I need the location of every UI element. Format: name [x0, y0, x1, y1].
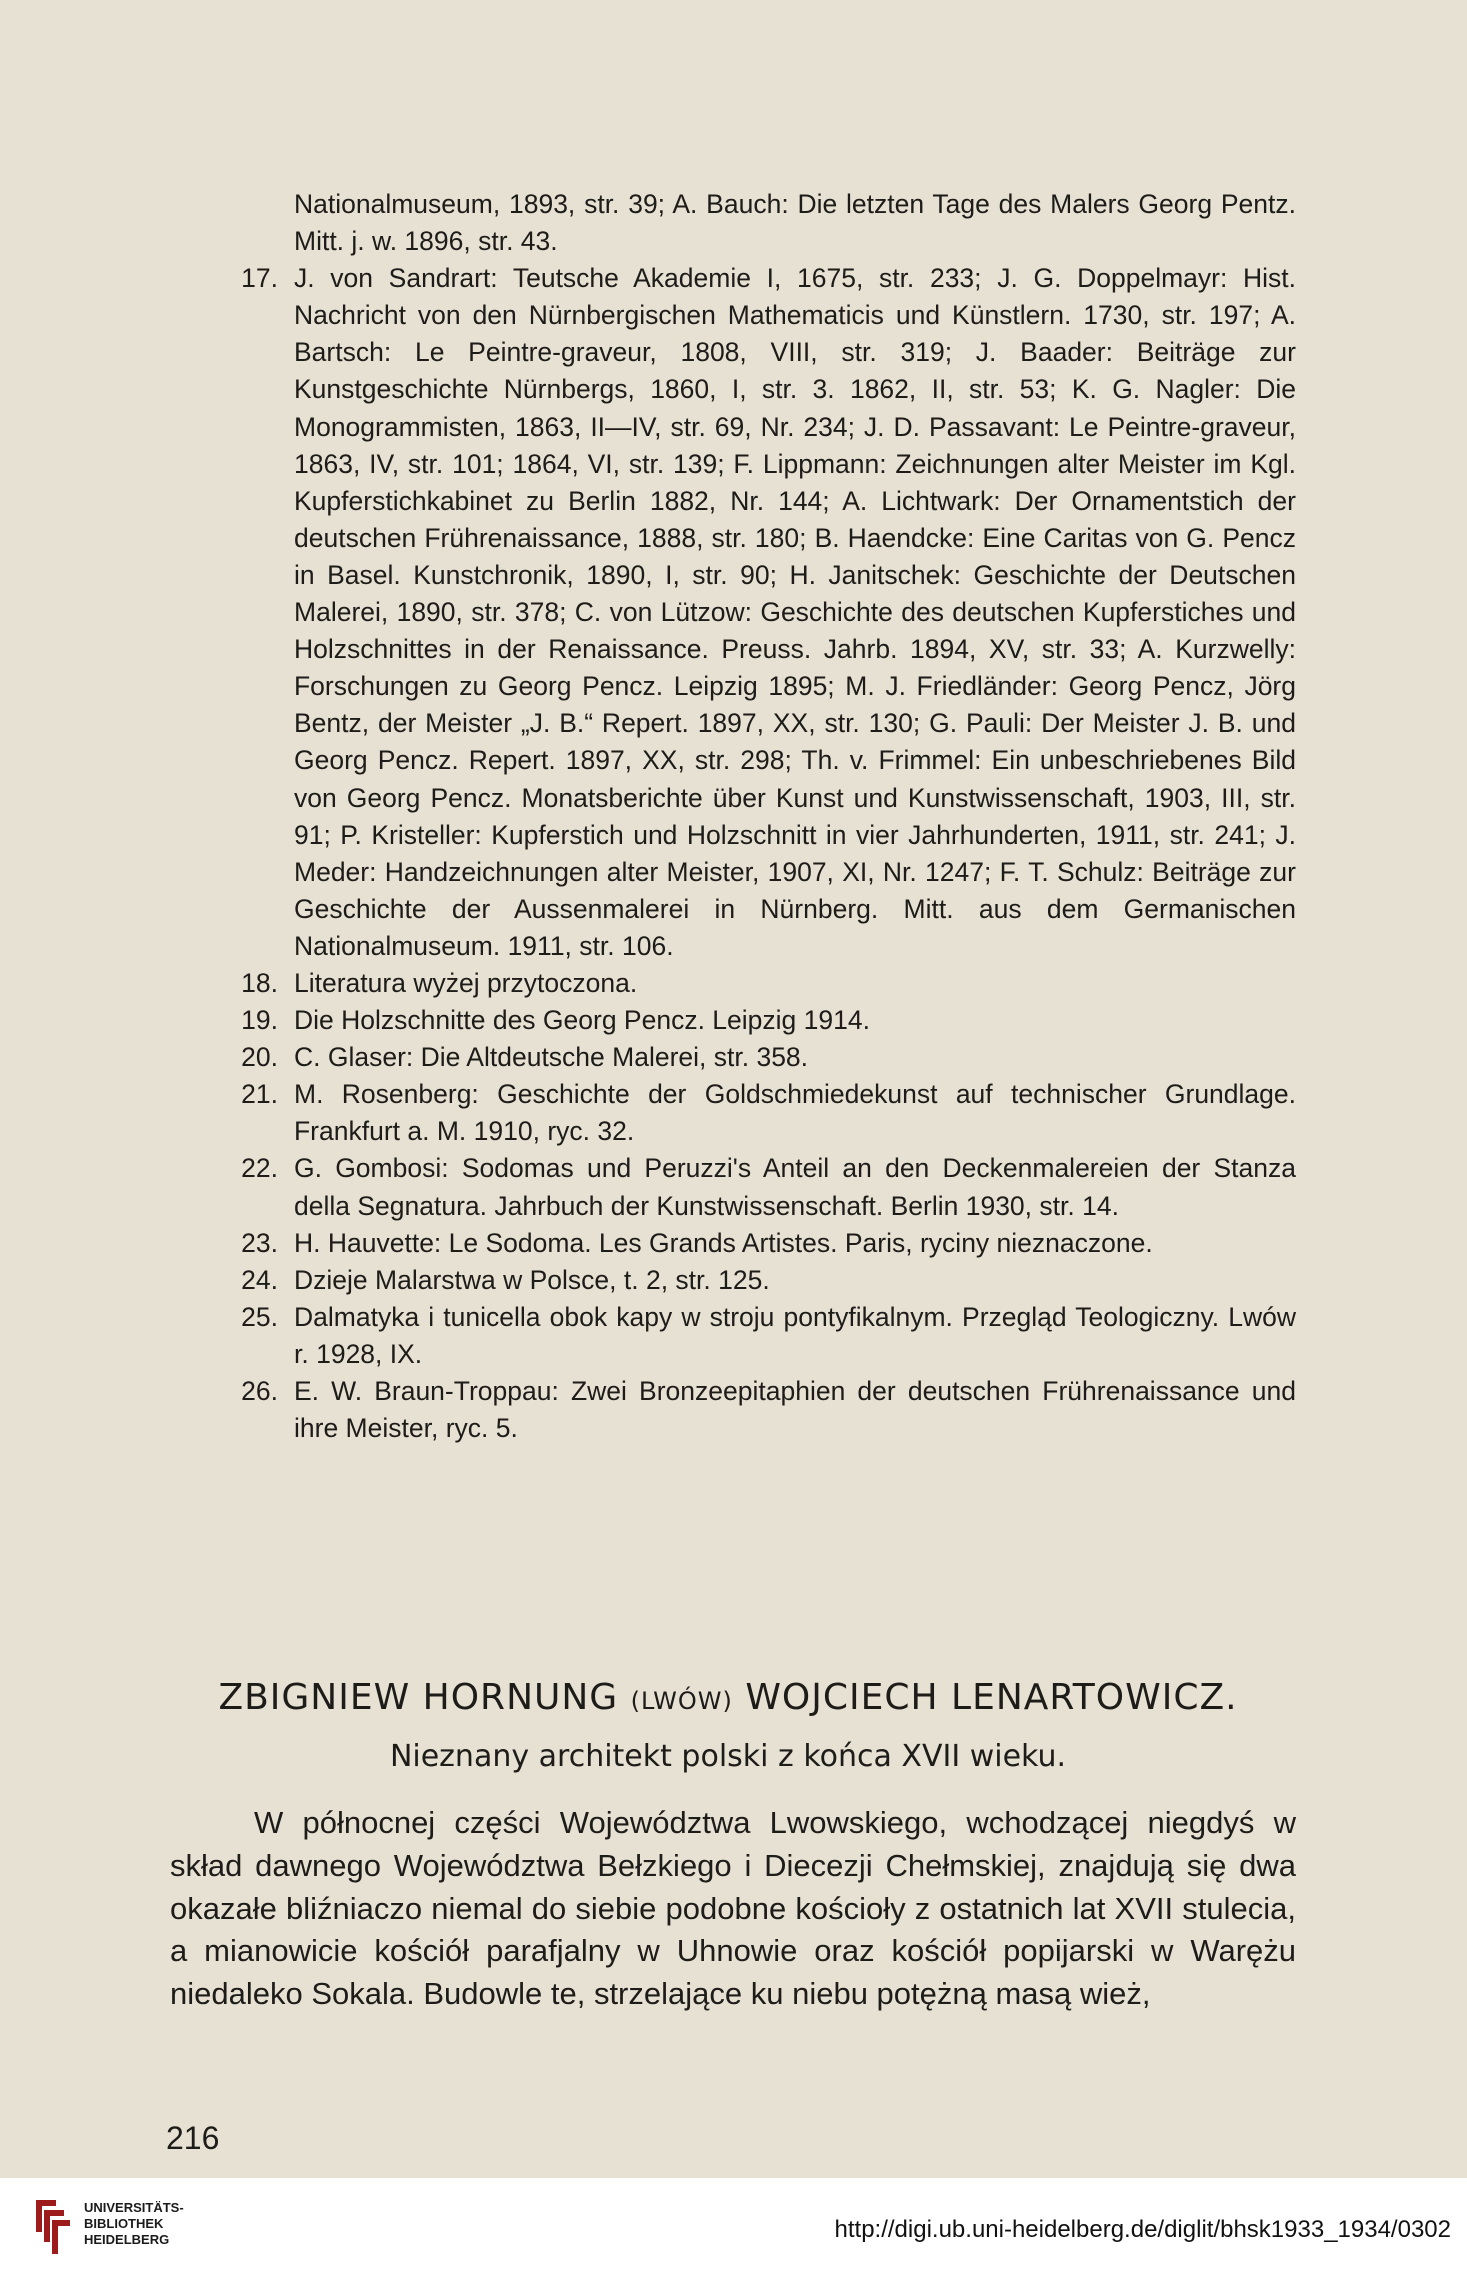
footnote-text: C. Glaser: Die Altdeutsche Malerei, str. 358.	[294, 1042, 809, 1073]
footnote-23	[232, 1225, 1296, 1262]
footnote-17	[232, 260, 1296, 965]
footnote-26	[232, 1373, 1296, 1447]
logo-line: UNIVERSITÄTS-	[84, 2200, 184, 2215]
footnote-continuation: Nationalmuseum, 1893, str. 39; A. Bauch: Die letzten Tage des Malers Georg Pentz. Mitt. j. w. 1896, str. 43.	[294, 189, 1296, 257]
footnote-24	[232, 1262, 1296, 1299]
footnote-22	[232, 1150, 1296, 1224]
page-number: 216	[166, 2120, 220, 2156]
article-subtitle: Nieznany architekt polski z końca XVII wieku.	[389, 1739, 1067, 1774]
footnote-number: 19.	[241, 1005, 278, 1036]
footnote-number: 25.	[241, 1301, 278, 1332]
footer-bar	[0, 2178, 1467, 2280]
footnote-18	[232, 965, 1296, 1002]
library-logo-icon	[30, 2192, 72, 2262]
footnote-number: 23.	[241, 1227, 278, 1258]
footnote-number: 20.	[241, 1042, 278, 1073]
logo-line: HEIDELBERG	[84, 2232, 170, 2247]
footnote-text: M. Rosenberg: Geschichte der Goldschmiedekunst auf technischer Grundlage. Frankfurt a. M. 1910, ryc. 32.	[294, 1079, 1296, 1147]
footnote-text: J. von Sandrart: Teutsche Akademie I, 1675, str. 233; J. G. Doppelmayr: Hist. Nachricht von den Nürnbergischen Mathematicis und Künstlern. 1730, str. 197; A. Bartsch: Le Peintre-graveur, 1808, VIII, str. 319; J. Baader: Beiträge zur Kunstgeschichte Nürnbergs, 1860, I, str. 3. 1862, II, str. 53; K. G. Nagler: Die Monogrammisten, 1863, II—IV, str. 69, Nr. 234; J. D. Passavant: Le Peintre-graveur, 1863, IV, str. 101; 1864, VI, str. 139; F. Lippmann: Zeichnungen alter Meister im Kgl. Kupferstichkabinet zu Berlin 1882, Nr. 144; A. Lichtwark: Der Ornamentstich der deutschen Frührenaissance, 1888, str. 180; B. Haendcke: Eine Caritas von G. Pencz in Basel. Kunstchronik, 1890, I, str. 90; H. Janitschek: Geschichte der Deutschen Malerei, 1890, str. 378; C. von Lützow: Geschichte des deutschen Kupferstiches und Holzschnittes in der Renaissance. Preuss. Jahrb. 1894, XV, str. 33; A. Kurzwelly: Forschungen zu Georg Pencz. Leipzig 1895; M. J. Friedländer: Georg Pencz, Jörg Bentz, der Meister „J. B.“ Repert. 1897, XX, str. 130; G. Pauli: Der Meister J. B. und Georg Pencz. Repert. 1897, XX, str. 298; Th. v. Frimmel: Ein unbeschriebenes Bild von Georg Pencz. Monatsberichte über Kunst und Kunstwissenschaft, 1903, III, str. 91; P. Kristeller: Kupferstich und Holzschnitt in vier Jahrhunderten, 1911, str. 241; J. Meder: Handzeichnungen alter Meister, 1907, XI, Nr. 1247; F. T. Schulz: Beiträge zur Geschichte der Aussenmalerei in Nürnberg. Mitt. aus dem Germanischen Nationalmuseum. 1911, str. 106.	[294, 263, 1296, 961]
article-heading-line	[160, 1674, 1296, 1725]
footnote-25	[232, 1299, 1296, 1373]
footnote-text: E. W. Braun-Troppau: Zwei Bronzeepitaphien der deutschen Frührenaissance und ihre Meister, ryc. 5.	[294, 1376, 1296, 1444]
logo-line: BIBLIOTHEK	[84, 2216, 164, 2231]
footnote-number: 24.	[241, 1264, 278, 1295]
footnotes	[232, 186, 1296, 1447]
library-logo-text	[84, 2200, 184, 2248]
footnote-text: Literatura wyżej przytoczona.	[294, 967, 638, 998]
footnote-number: 26.	[241, 1376, 278, 1406]
footnote-number: 18.	[241, 967, 278, 998]
source-url-link[interactable]: http://digi.ub.uni-heidelberg.de/diglit/bhsk1933_1934/0302	[834, 2216, 1451, 2243]
footnote-number: 21.	[241, 1079, 278, 1110]
footnote-21	[232, 1076, 1296, 1150]
footnote-text: H. Hauvette: Le Sodoma. Les Grands Artistes. Paris, ryciny nieznaczone.	[294, 1227, 1153, 1258]
footnote-number: 17.	[241, 263, 278, 294]
article-paragraph: W północnej części Województwa Lwowskiego, wchodzącej niegdyś w skład dawnego Województwa Bełzkiego i Diecezji Chełmskiej, znajdują się dwa okazałe bliźniaczo niemal do siebie podobne kościoły z ostatnich lat XVII stulecia, a mianowicie kościół parafjalny w Uhnowie oraz kościół popijarski w Warężu niedaleko Sokala. Budowle te, strzelające ku niebu potężną masą wież,	[170, 1805, 1296, 2012]
article-title: WOJCIECH LENARTOWICZ.	[745, 1677, 1238, 1718]
author-name: ZBIGNIEW HORNUNG	[218, 1677, 619, 1718]
footnote-text: G. Gombosi: Sodomas und Peruzzi's Anteil an den Deckenmalereien der Stanza della Segnatura. Jahrbuch der Kunstwissenschaft. Berlin 1930, str. 14.	[294, 1153, 1296, 1221]
footnote-text: Die Holzschnitte des Georg Pencz. Leipzig 1914.	[294, 1005, 870, 1036]
footnote-text: Dzieje Malarstwa w Polsce, t. 2, str. 125.	[294, 1264, 770, 1295]
footnote-text: Dalmatyka i tunicella obok kapy w stroju pontyfikalnym. Przegląd Teologiczny. Lwów r. 1928, IX.	[294, 1301, 1296, 1369]
author-affiliation: (LWÓW)	[630, 1687, 733, 1715]
footnote-20	[232, 1039, 1296, 1076]
footnote-number: 22.	[241, 1153, 278, 1184]
footnote-19	[232, 1002, 1296, 1039]
article-heading	[160, 1674, 1296, 1779]
